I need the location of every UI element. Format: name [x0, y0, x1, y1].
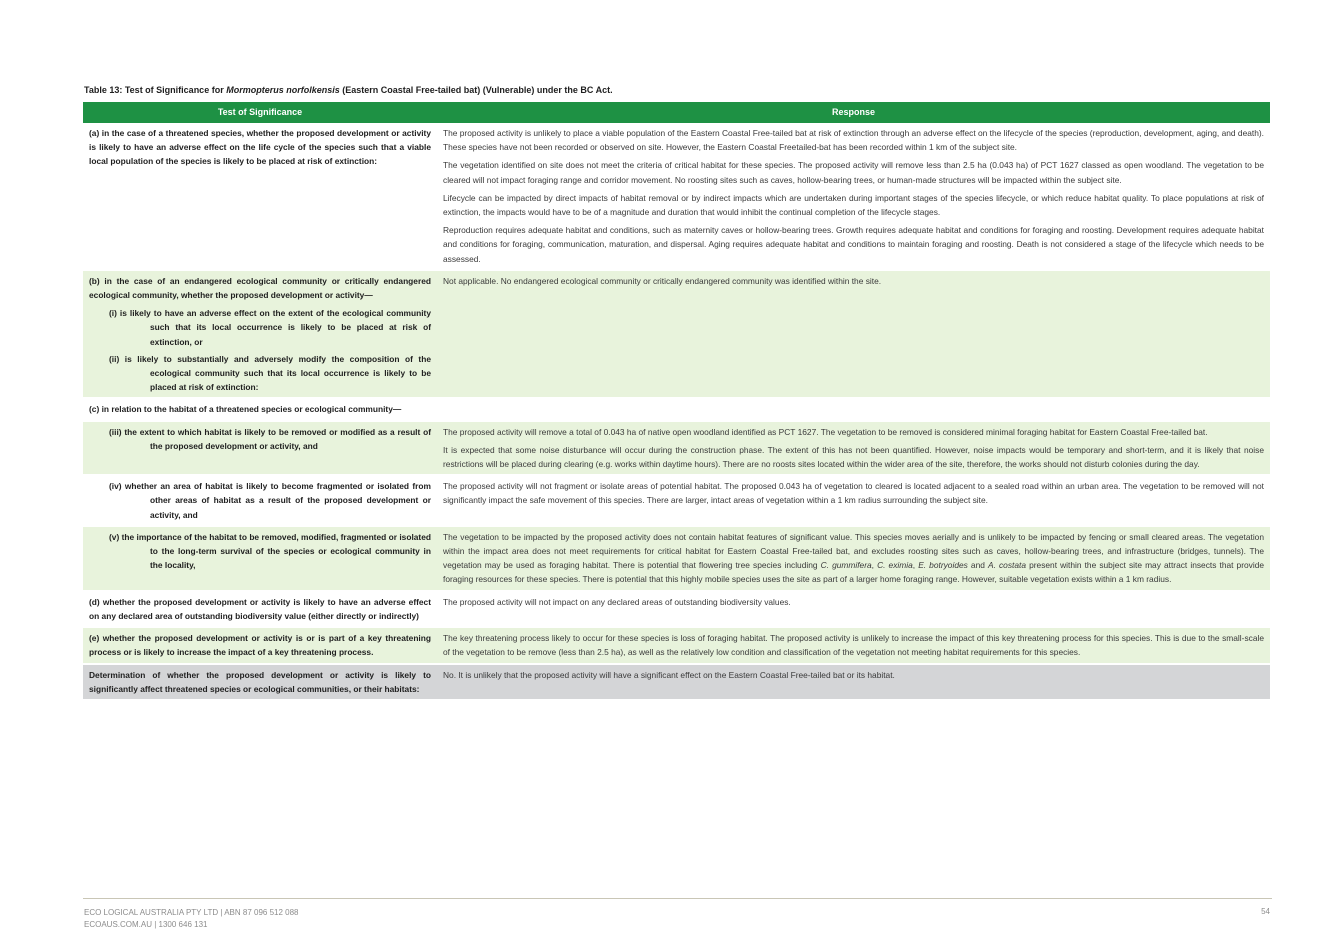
response-v-end: present within the subject site may attract insects that provide foraging resources for these species. There is potential that this highly mobile species uses the site as part of a larger home foraging range. However, suitable vegetation exists within a 1 km radius.	[443, 560, 1265, 585]
response-c	[437, 398, 1270, 420]
response-v	[437, 526, 1270, 591]
footer-company-line1: ECO LOGICAL AUSTRALIA PTY LTD | ABN 87 096 512 088	[84, 908, 299, 917]
question-v	[83, 526, 437, 591]
question-iv-text: (iv) whether an area of habitat is likely to become fragmented or isolated from other areas of habitat as a result of the proposed development or activity, and	[109, 481, 431, 520]
response-a	[437, 123, 1270, 270]
response-e: The key threatening process likely to occur for these species is loss of foraging habitat. The proposed activity is unlikely to increase the impact of this key threatening process for this species. This is due to the small-scale of the vegetation to be remove (less than 2.5 ha), as well as the relatively low condition and classification of the vegetation not meeting habitat requirements for this species.	[437, 627, 1270, 663]
table-row-v	[83, 526, 1270, 591]
response-a-p1: The proposed activity is unlikely to place a viable population of the Eastern Coastal Free-tailed bat at risk of extinction through an adverse effect on the lifecycle of the species (reproduction, development, aging, and death). These species have not been recorded or observed on site. However, the Eastern Coastal Freetailed-bat has been recorded within 1 km of the subject site.	[443, 128, 1264, 153]
question-e: (e) whether the proposed development or activity is or is part of a key threatening process or is likely to increase the impact of a key threatening process.	[83, 627, 437, 663]
table-header-row	[83, 102, 1270, 123]
header-test: Test of Significance	[83, 102, 437, 123]
question-b-sub-i: (i) is likely to have an adverse effect on the extent of the ecological community such that its local occurrence is likely to be placed at risk of extinction, or	[109, 308, 431, 347]
caption-suffix: (Eastern Coastal Free-tailed bat) (Vulnerable) under the BC Act.	[339, 85, 613, 95]
sep-1: ,	[871, 560, 878, 571]
footer-company	[84, 907, 298, 931]
question-determination: Determination of whether the proposed development or activity is likely to significantly affect threatened species or ecological communities, or their habitats:	[83, 664, 437, 700]
species-a-costata: A. costata	[987, 560, 1026, 571]
question-a: (a) in the case of a threatened species, whether the proposed development or activity is likely to have an adverse effect on the life cycle of the species such that a viable local population of the species is likely to be placed at risk of extinction:	[83, 123, 437, 270]
table-row-c	[83, 398, 1270, 420]
sep-3: and	[967, 560, 988, 571]
question-iv	[83, 475, 437, 526]
caption-prefix: Table 13: Test of Significance for	[84, 85, 227, 95]
question-v-text: (v) the importance of the habitat to be removed, modified, fragmented or isolated to the long-term survival of the species or ecological community in the locality,	[109, 531, 431, 571]
response-determination: No. It is unlikely that the proposed activity will have a significant effect on the Eastern Coastal Free-tailed bat or its habitat.	[437, 664, 1270, 700]
significance-table	[83, 102, 1270, 701]
response-iv: The proposed activity will not fragment or isolate areas of potential habitat. The proposed 0.043 ha of vegetation to cleared is located adjacent to a sealed road within an urban area. The vegetation to be removed will not significantly impact the safe movement of this species. There are larger, intact areas of vegetation within a 1 km radius surrounding the subject site.	[437, 475, 1270, 526]
question-b-sub-ii: (ii) is likely to substantially and adversely modify the composition of the ecological community such that its local occurrence is likely to be placed at risk of extinction:	[109, 353, 431, 393]
table-caption	[84, 85, 613, 95]
sep-2: ,	[912, 560, 919, 571]
question-b-main: (b) in the case of an endangered ecological community or critically endangered ecological community, whether the proposed development or activity—	[89, 275, 431, 301]
response-a-p2: The vegetation identified on site does not meet the criteria of critical habitat for these species. The proposed activity will remove less than 2.5 ha (0.043 ha) of PCT 1627 classed as open woodland. The vegetation to be cleared will not impact foraging range and corridor movement. No roosting sites such as caves, hollow-bearing trees, or human-made structures will be impacted within the subject site.	[443, 160, 1264, 185]
response-d: The proposed activity will not impact on any declared areas of outstanding biodiversity values.	[437, 591, 1270, 627]
response-a-p4: Reproduction requires adequate habitat and conditions, such as maternity caves or hollow-bearing trees. Growth requires adequate habitat and conditions for foraging and roosting. Development requires adequate habitat and conditions for foraging, communication, maturation, and dispersal. Aging requires adequate habitat and conditions to maintain foraging and roosting. Death is not considered a stage of the lifecycle which needs to be assessed.	[443, 225, 1264, 264]
response-b: Not applicable. No endangered ecological community or critically endangered community was identified within the site.	[437, 270, 1270, 399]
response-v-start: The vegetation to be impacted by the proposed activity does not contain habitat features of significant value. This species moves aerially and is unlikely to be impacted by fencing or small cleared areas. The vegetation within the impact area does not meet requirements for critical habitat for Eastern Coastal Free-tailed bat, and excludes roosting sites such as caves, hollow-bearing trees, and infrastructure (bridges, tunnels). The vegetation may be used as foraging habitat. There is potential that flowering tree species including	[443, 531, 1264, 571]
table-row-a	[83, 123, 1270, 270]
footer-divider	[83, 898, 1272, 899]
table-row-determination	[83, 664, 1270, 700]
footer-company-line2: ECOAUS.COM.AU | 1300 646 131	[84, 920, 208, 929]
response-iii-p1: The proposed activity will remove a total of 0.043 ha of native open woodland identified as PCT 1627. The vegetation to be removed is considered minimal foraging habitat for Eastern Coastal Free-tailed bat.	[443, 426, 1208, 437]
question-b	[83, 270, 437, 399]
table-row-e	[83, 627, 1270, 663]
caption-species: Mormopterus norfolkensis	[226, 85, 340, 95]
table-row-iv	[83, 475, 1270, 526]
question-iii	[83, 421, 437, 476]
question-iii-text: (iii) the extent to which habitat is likely to be removed or modified as a result of the proposed development or activity, and	[109, 426, 431, 451]
page-number: 54	[1261, 907, 1270, 916]
response-iii	[437, 421, 1270, 476]
header-response: Response	[437, 102, 1270, 123]
table-row-b	[83, 270, 1270, 399]
response-a-p3: Lifecycle can be impacted by direct impacts of habitat removal or by indirect impacts which are undertaken during important stages of the species lifecycle, or which reduce habitat quality. To place populations at risk of extinction, the impacts would have to be of a magnitude and duration that would inhibit the continual completion of the lifecycle stages.	[443, 192, 1264, 218]
species-c-eximia: C. eximia	[877, 560, 913, 571]
species-c-gummifera: C. gummifera	[820, 560, 872, 571]
response-iii-p2: It is expected that some noise disturbance will occur during the construction phase. The extent of this has not been quantified. However, noise impacts would be temporary and short-term, and it is likely that noise restrictions will be placed during clearing (e.g. works within daytime hours). There are no roosts sites located within the wider area of the site, therefore, the works should not disturb colonies during the day.	[443, 444, 1264, 470]
table-row-iii	[83, 421, 1270, 476]
species-e-botryoides: E. botryoides	[918, 560, 968, 571]
question-d: (d) whether the proposed development or activity is likely to have an adverse effect on any declared area of outstanding biodiversity value (either directly or indirectly)	[83, 591, 437, 627]
question-c: (c) in relation to the habitat of a threatened species or ecological community—	[83, 398, 437, 420]
table-row-d	[83, 591, 1270, 627]
